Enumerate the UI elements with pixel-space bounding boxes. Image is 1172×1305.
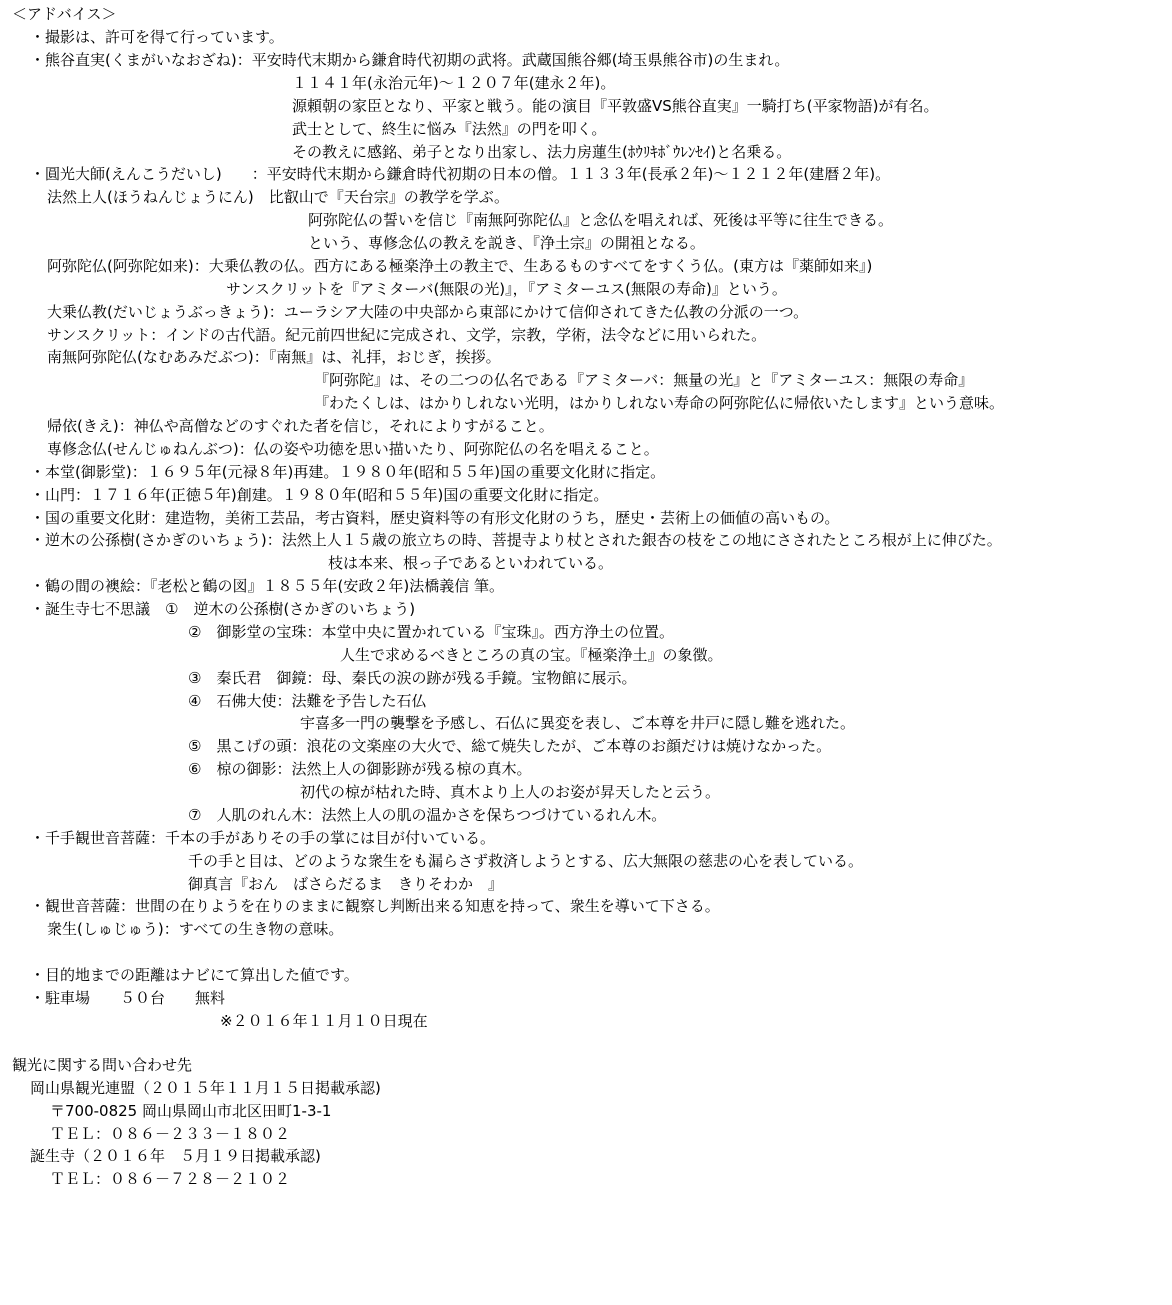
advice-line: 帰依(きえ)：神仏や高僧などのすぐれた者を信じ，それによりすがること。 (47, 417, 554, 435)
advice-line: 『阿弥陀』は、その二つの仏名である『アミターバ：無量の光』と『アミターユス：無限の寿命』 (314, 371, 974, 389)
advice-line: 御真言『おん ばさらだるま きりそわか 』 (188, 875, 504, 893)
contact-line: ＴＥＬ：０８６－７２８－２１０２ (50, 1170, 291, 1188)
contact-line: ＴＥＬ：０８６－２３３－１８０２ (50, 1125, 291, 1143)
advice-line: ・撮影は、許可を得て行っています。 (30, 28, 284, 46)
advice-line: という、専修念仏の教えを説き、『浄土宗』の開祖となる。 (308, 234, 705, 252)
advice-line: サンスクリット：インドの古代語。紀元前四世紀に完成され、文学，宗教，学術，法令などに用いられた。 (47, 326, 767, 344)
advice-line: ・国の重要文化財：建造物，美術工芸品，考古資料，歴史資料等の有形文化財のうち，歴史・芸術上の価値の高いもの。 (30, 509, 840, 527)
advice-line: ※２０１６年１１月１０日現在 (220, 1012, 428, 1030)
advice-line: 大乗仏教(だいじょうぶっきょう)：ユーラシア大陸の中央部から東部にかけて信仰されてきた仏教の分派の一つ。 (47, 303, 809, 321)
advice-line: ・圓光大師(えんこうだいし) ：平安時代末期から鎌倉時代初期の日本の僧。１１３３年(長承２年)～１２１２年(建暦２年)。 (30, 165, 891, 183)
advice-line: ③ 秦氏君 御鏡：母、秦氏の涙の跡が残る手鏡。宝物館に展示。 (188, 669, 637, 687)
advice-line: 『わたくしは、はかりしれない光明，はかりしれない寿命の阿弥陀仏に帰依いたします』という意味。 (314, 394, 1005, 412)
advice-line: 法然上人(ほうねんじょうにん) 比叡山で『天台宗』の教学を学ぶ。 (47, 188, 510, 206)
advice-line: １１４１年(永治元年)～１２０７年(建永２年)。 (292, 74, 616, 92)
advice-line: 専修念仏(せんじゅねんぶつ)：仏の姿や功徳を思い描いたり、阿弥陀仏の名を唱えること。 (47, 440, 659, 458)
contact-line: 〒700-0825 岡山県岡山市北区田町1-3-1 (50, 1102, 332, 1120)
advice-line: 武士として、終生に悩み『法然』の門を叩く。 (292, 120, 607, 138)
advice-line: ・誕生寺七不思議 ① 逆木の公孫樹(さかぎのいちょう) (30, 600, 416, 618)
advice-line: 初代の椋が枯れた時、真木より上人のお姿が昇天したと云う。 (300, 783, 721, 801)
advice-line: ・本堂(御影堂)：１６９５年(元禄８年)再建。１９８０年(昭和５５年)国の重要文化財に指定。 (30, 463, 666, 481)
advice-line: 衆生(しゅじゅう)：すべての生き物の意味。 (47, 920, 344, 938)
advice-line: ・鶴の間の襖絵：『老松と鶴の図』１８５５年(安政２年)法橋義信 筆。 (30, 577, 504, 595)
advice-line: その教えに感銘、弟子となり出家し、法力房蓮生(ﾎｳﾘｷﾎﾞｳﾚﾝｾｲ)と名乗る。 (292, 143, 792, 161)
advice-line: 千の手と目は、どのような衆生をも漏らさず救済しようとする、広大無限の慈悲の心を表している。 (188, 852, 864, 870)
advice-line: 宇喜多一門の襲撃を予感し、石仏に異変を表し、ご本尊を井戸に隠し難を逃れた。 (300, 714, 856, 732)
contact-line: 誕生寺（２０１６年 ５月１９日掲載承認) (30, 1147, 321, 1165)
advice-line: ・山門：１７１６年(正徳５年)創建。１９８０年(昭和５５年)国の重要文化財に指定。 (30, 486, 609, 504)
advice-line: 源頼朝の家臣となり、平家と戦う。能の演目『平敦盛VS熊谷直実』一騎打ち(平家物語)が有名。 (292, 97, 939, 115)
advice-line: ⑥ 椋の御影：法然上人の御影跡が残る椋の真木。 (188, 760, 532, 778)
advice-line: ⑤ 黒こげの頭：浪花の文楽座の大火で、総て焼失したが、ご本尊のお顔だけは焼けなかった。 (188, 737, 832, 755)
contact-line: 岡山県観光連盟（２０１５年１１月１５日掲載承認) (30, 1079, 381, 1097)
advice-line: ・観世音菩薩：世間の在りようを在りのままに観察し判断出来る知恵を持って、衆生を導いて下さる。 (30, 897, 720, 915)
advice-line: サンスクリットを『アミターバ(無限の光)』，『アミターユス(無限の寿命)』という。 (226, 280, 787, 298)
advice-line: ・千手観世音菩薩：千本の手がありその手の掌には目が付いている。 (30, 829, 496, 847)
advice-line: ・逆木の公孫樹(さかぎのいちょう)：法然上人１５歳の旅立ちの時、菩提寺より杖とされた銀杏の枝をこの地にさされたところ根が上に伸びた。 (30, 531, 1002, 549)
advice-line: ④ 石佛大使：法難を予告した石仏 (188, 692, 427, 710)
advice-line: ・熊谷直実(くまがいなおざね)：平安時代末期から鎌倉時代初期の武将。武蔵国熊谷郷(埼玉県熊谷市)の生まれ。 (30, 51, 790, 69)
contact-heading: 観光に関する問い合わせ先 (12, 1056, 193, 1074)
advice-line: 南無阿弥陀仏(なむあみだぶつ)：『南無』は、礼拝，おじぎ，挨拶。 (47, 348, 501, 366)
advice-line: ② 御影堂の宝珠：本堂中央に置かれている『宝珠』。西方浄土の位置。 (188, 623, 674, 641)
advice-line: ⑦ 人肌のれん木：法然上人の肌の温かさを保ちつづけているれん木。 (188, 806, 667, 824)
advice-line: 枝は本来、根っ子であるといわれている。 (328, 554, 614, 572)
advice-heading: ＜アドバイス＞ (12, 5, 117, 23)
advice-line: 人生で求めるべきところの真の宝。『極楽浄土』の象徴。 (340, 646, 723, 664)
advice-line: 阿弥陀仏の誓いを信じ『南無阿弥陀仏』と念仏を唱えれば、死後は平等に往生できる。 (308, 211, 894, 229)
advice-line: 阿弥陀仏(阿弥陀如来)：大乗仏教の仏。西方にある極楽浄土の教主で、生あるものすべてをすくう仏。(東方は『薬師如来』) (47, 257, 873, 275)
advice-line: ・駐車場 ５０台 無料 (30, 989, 226, 1007)
advice-line: ・目的地までの距離はナビにて算出した値です。 (30, 966, 359, 984)
